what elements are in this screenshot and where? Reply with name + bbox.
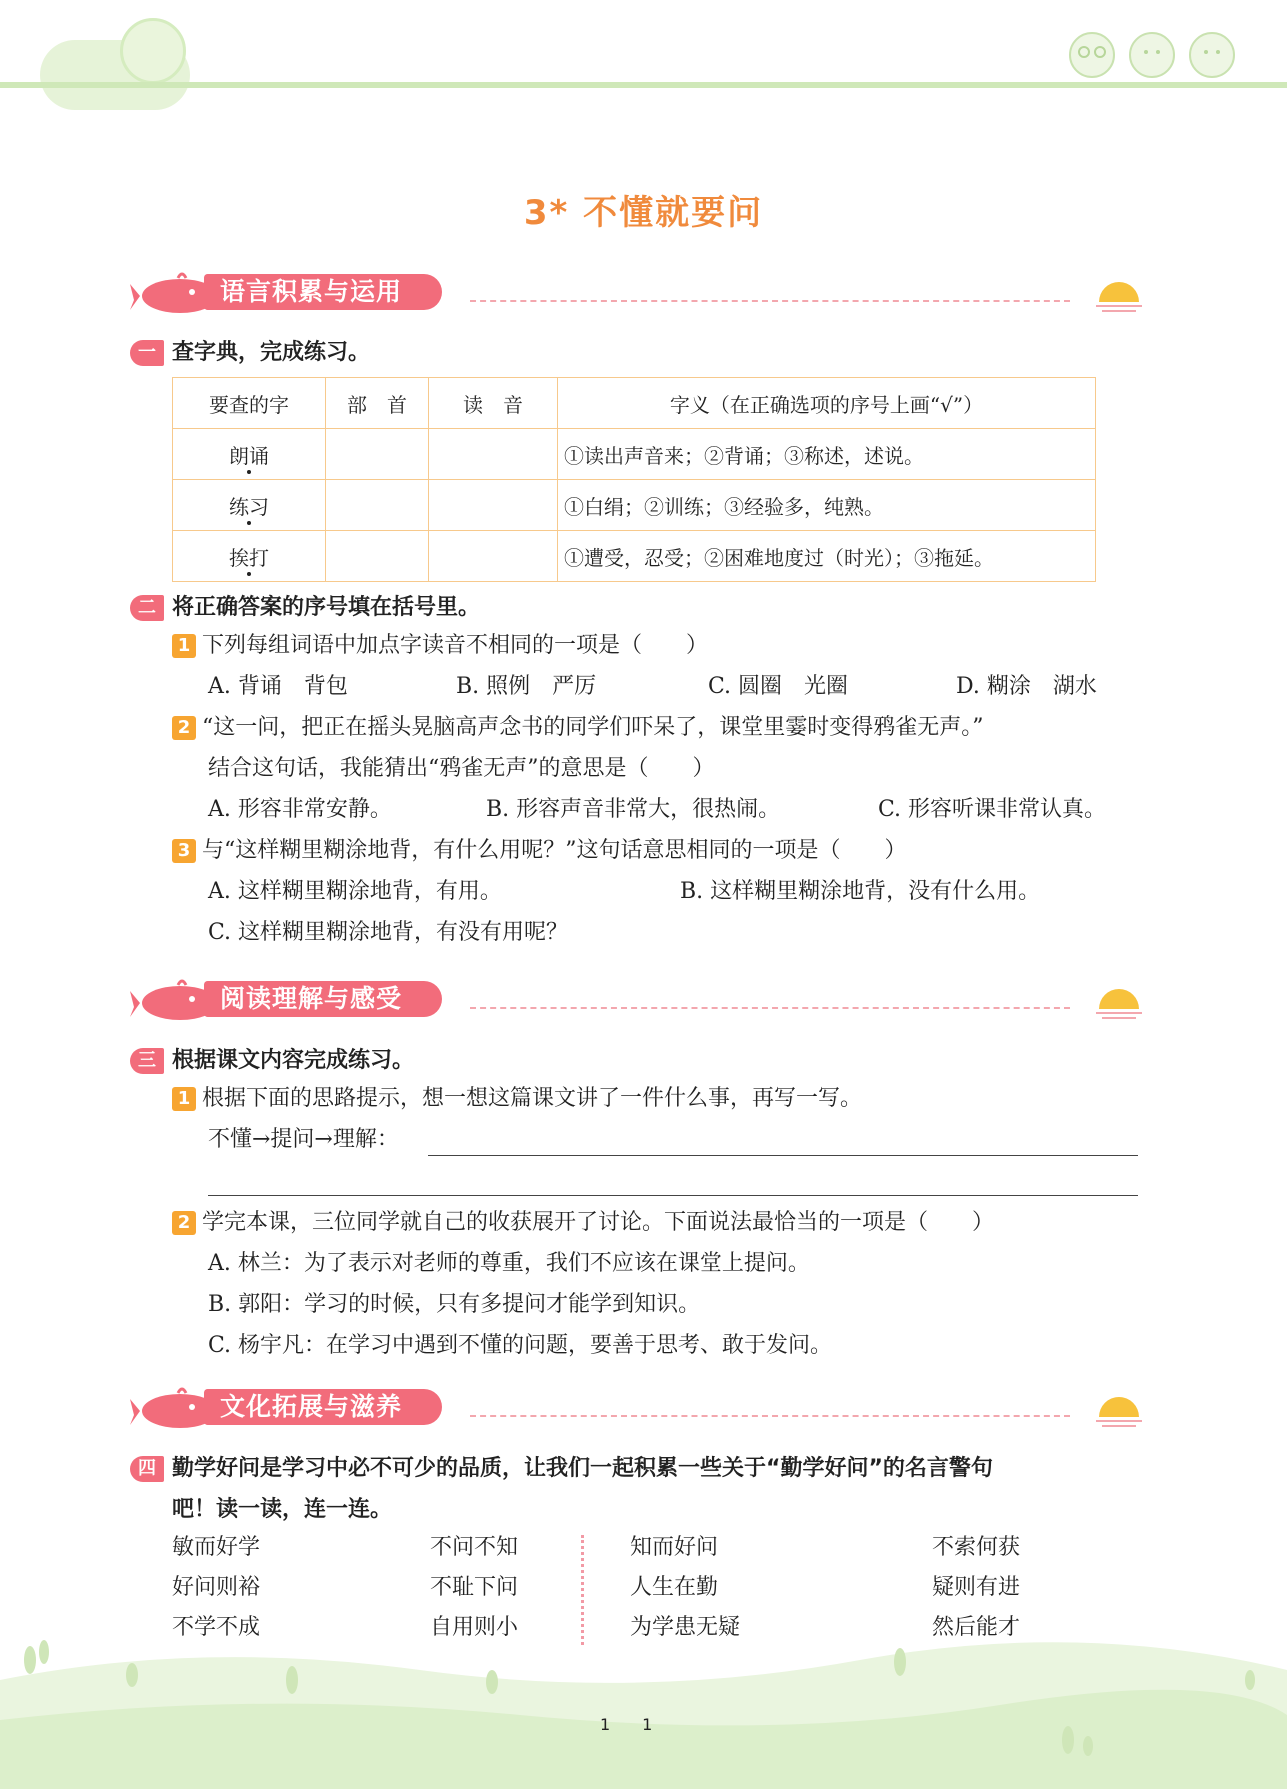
table-header: 要查的字 [173,378,326,429]
question-title: 根据课文内容完成练习。 [172,1048,415,1073]
q3-item-1-prompt: 不懂→提问→理解： [208,1127,399,1152]
table-row [173,429,1096,480]
proverb-fragment[interactable]: 不问不知 [430,1535,519,1560]
meaning-cell[interactable]: ①遭受，忍受；②困难地度过（时光）；③拖延。 [558,531,1096,582]
item-stem: 下列每组词语中加点字读音不相同的一项是（ ） [202,633,709,658]
proverb-fragment[interactable]: 疑则有进 [932,1575,1021,1600]
item-stem: 学完本课，三位同学就自己的收获展开了讨论。下面说法最恰当的一项是（ ） [202,1210,995,1235]
proverb-fragment[interactable]: 自用则小 [430,1615,519,1640]
q3-item-2-option[interactable]: C. 杨宇凡：在学习中遇到不懂的问题，要善于思考、敢于发问。 [208,1333,833,1358]
word: 挨打 [229,545,269,570]
question-number: 二 [130,595,164,621]
question-number: 一 [130,340,164,366]
proverb-fragment[interactable]: 不学不成 [172,1615,261,1640]
meaning-cell[interactable]: ①读出声音来；②背诵；③称述，述说。 [558,429,1096,480]
hills-background [0,1620,1287,1789]
q2-item-3-option[interactable]: C. 这样糊里糊涂地背，有没有用呢？ [208,920,569,945]
item-stem: “这一问，把正在摇头晃脑高声念书的同学们吓呆了，课堂里霎时变得鸦雀无声。” [202,715,984,740]
table-row [173,531,1096,582]
q3-item-2-stem [172,1203,994,1243]
page-title: 3* 不懂就要问 [523,193,764,233]
q2-item-2-stem [172,708,984,748]
section-banner-culture [130,1385,1150,1429]
proverb-fragment[interactable]: 不索何获 [932,1535,1021,1560]
q2-item-2-option[interactable]: C. 形容听课非常认真。 [878,797,1107,822]
header-sun-decoration [120,18,186,84]
q2-item-3-option[interactable]: B. 这样糊里糊涂地背，没有什么用。 [680,879,1041,904]
page-number: 1 1 [600,1715,653,1734]
q3-item-1-stem [172,1079,862,1119]
question-3-heading [130,1043,414,1074]
sunset-icon [1096,280,1142,314]
sunset-icon [1096,1395,1142,1429]
section-dash-line [470,1007,1070,1009]
section-dash-line [470,300,1070,302]
pinyin-input-cell[interactable] [429,429,558,480]
question-4-heading-continued: 吧！读一读，连一连。 [172,1497,393,1522]
table-header: 读 音 [429,378,558,429]
question-number: 四 [130,1456,164,1482]
section-title: 文化拓展与滋养 [204,1389,442,1425]
radical-input-cell[interactable] [326,531,429,582]
q2-item-2-option[interactable]: B. 形容声音非常大，很热闹。 [486,797,781,822]
section-banner-reading [130,977,1150,1021]
table-header: 部 首 [326,378,429,429]
item-stem: 与“这样糊里糊涂地背，有什么用呢？”这句话意思相同的一项是（ ） [202,838,907,863]
word-cell [173,429,326,480]
pinyin-input-cell[interactable] [429,480,558,531]
item-number: 1 [172,1087,196,1111]
question-number: 三 [130,1048,164,1074]
word-cell [173,480,326,531]
proverb-fragment[interactable]: 为学患无疑 [630,1615,741,1640]
proverb-fragment[interactable]: 然后能才 [932,1615,1021,1640]
question-2-heading [130,590,480,621]
animal-mascots-icon [1062,20,1242,80]
dictionary-table [172,377,1096,582]
q2-item-1-option[interactable]: C. 圆圈 光圈 [708,674,849,699]
proverb-fragment[interactable]: 敏而好学 [172,1535,261,1560]
question-1-heading [130,335,370,366]
item-number: 1 [172,634,196,658]
q2-item-2-option[interactable]: A. 形容非常安静。 [208,797,392,822]
table-header: 字义（在正确选项的序号上画“√”） [558,378,1096,429]
item-number: 2 [172,1211,196,1235]
question-title: 勤学好问是学习中必不可少的品质，让我们一起积累一些关于“勤学好问”的名言警句 [172,1456,993,1481]
q2-item-1-stem [172,626,708,666]
section-dash-line [470,1415,1070,1417]
answer-line[interactable] [428,1153,1138,1156]
word: 朗诵 [229,443,269,468]
section-title: 语言积累与运用 [204,274,442,310]
section-title: 阅读理解与感受 [204,981,442,1017]
word: 练习 [229,494,269,519]
proverb-fragment[interactable]: 好问则裕 [172,1575,261,1600]
question-4-heading [130,1451,993,1482]
table-row [173,480,1096,531]
pinyin-input-cell[interactable] [429,531,558,582]
question-title: 查字典，完成练习。 [172,340,371,365]
radical-input-cell[interactable] [326,429,429,480]
word-cell [173,531,326,582]
section-banner-language [130,270,1150,314]
q2-item-1-option[interactable]: D. 糊涂 湖水 [956,674,1097,699]
header-divider [0,82,1287,88]
sunset-icon [1096,987,1142,1021]
item-number: 3 [172,839,196,863]
proverb-fragment[interactable]: 不耻下问 [430,1575,519,1600]
answer-line[interactable] [208,1193,1138,1196]
meaning-cell[interactable]: ①白绢；②训练；③经验多，纯熟。 [558,480,1096,531]
q3-item-2-option[interactable]: B. 郭阳：学习的时候，只有多提问才能学到知识。 [208,1292,701,1317]
q2-item-3-stem [172,831,907,871]
q3-item-2-option[interactable]: A. 林兰：为了表示对老师的尊重，我们不应该在课堂上提问。 [208,1251,810,1276]
q2-item-2-stem-continued: 结合这句话，我能猜出“鸦雀无声”的意思是（ ） [208,756,715,781]
item-stem: 根据下面的思路提示，想一想这篇课文讲了一件什么事，再写一写。 [202,1086,863,1111]
q2-item-1-option[interactable]: A. 背诵 背包 [208,674,348,699]
q2-item-1-option[interactable]: B. 照例 严厉 [456,674,597,699]
radical-input-cell[interactable] [326,480,429,531]
item-number: 2 [172,716,196,740]
question-title: 将正确答案的序号填在括号里。 [172,595,481,620]
q2-item-3-option[interactable]: A. 这样糊里糊涂地背，有用。 [208,879,502,904]
proverb-fragment[interactable]: 人生在勤 [630,1575,719,1600]
proverb-fragment[interactable]: 知而好问 [630,1535,719,1560]
